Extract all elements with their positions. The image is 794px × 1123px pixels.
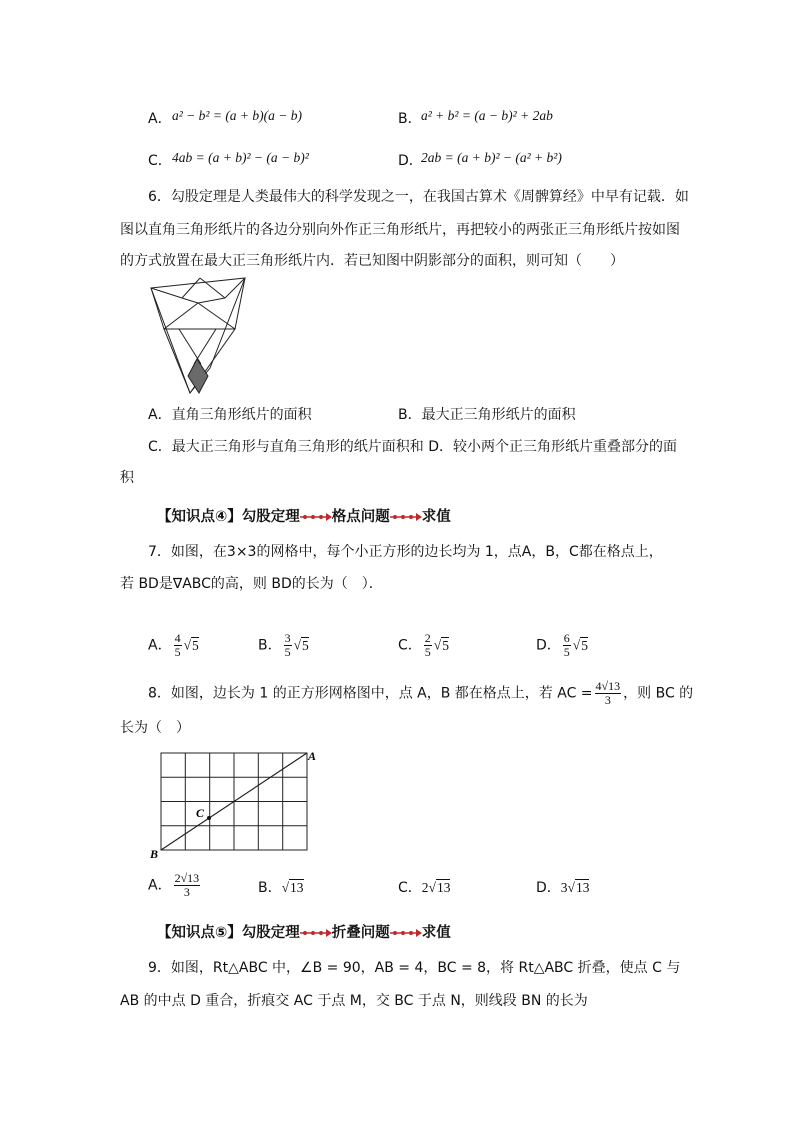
q9-stem-line2: AB 的中点 D 重合，折痕交 AC 于点 M，交 BC 于点 N，则线段 BN 的长为 [120, 993, 588, 1009]
q5-option-d-label: D． [398, 153, 423, 169]
q5-option-c-label: C． [148, 153, 172, 169]
q8-stem-line2: 长为（ ） [120, 720, 190, 736]
q6-option-d-line2: 积 [120, 470, 134, 486]
q5-option-b-formula: a² + b² = (a − b)² + 2ab [421, 108, 553, 123]
section-5-end: 求值 [421, 925, 451, 941]
q6-stem-line2: 图以直角三角形纸片的各边分别向外作正三角形纸片，再把较小的两张正三角形纸片按如图 [120, 222, 680, 238]
q9-stem-line1: 9．如图，Rt△ABC 中，∠B = 90，AB = 4，BC = 8，将 Rt△ABC 折叠，使点 C 与 [148, 960, 681, 976]
section-4-end: 求值 [421, 509, 451, 525]
q6-stem-line1: 6．勾股定理是人类最伟大的科学发现之一，在我国古算术《周髀算经》中早有记载．如 [148, 189, 689, 205]
q6-triangle-figure [146, 276, 250, 398]
red-arrow-icon [300, 928, 332, 938]
q8-option-b: B．√13 [258, 880, 304, 896]
section-5-heading [157, 921, 451, 942]
red-arrow-icon [300, 512, 332, 522]
q8-stem-line1: 8．如图，边长为 1 的正方形网格图中，点 A，B 都在格点上，若 AC = $\frac{4√13}{3}$ ，则 BC 的 [148, 679, 694, 707]
q5-option-c-formula: 4ab = (a + b)² − (a − b)² [172, 150, 309, 165]
q5-option-a-label: A． [148, 111, 172, 127]
q8-option-d: D．3√13 [536, 880, 590, 896]
q5-option-a-formula: a² − b² = (a + b)(a − b) [172, 108, 303, 123]
q8-option-a: A． $\frac{2√13}{3}$ [148, 871, 200, 899]
q8-option-c: C．2√13 [398, 880, 451, 896]
red-arrow-icon [390, 512, 422, 522]
q7-option-a: A． $\frac{4}{5}$ √5 [148, 631, 199, 659]
section-4-topic: 格点问题 [331, 509, 390, 525]
point-c-dot [207, 816, 211, 820]
point-a-label: A [308, 749, 317, 763]
q6-stem-line3: 的方式放置在最大正三角形纸片内．若已知图中阴影部分的面积，则可知（ ） [120, 253, 624, 269]
q6-option-c-d-line1: C．最大正三角形与直角三角形的纸片面积和 D．较小两个正三角形纸片重叠部分的面 [148, 439, 678, 455]
q6-option-a: A．直角三角形纸片的面积 [148, 407, 312, 423]
q7-option-c: C． $\frac{2}{5}$ √5 [398, 631, 449, 659]
red-arrow-icon [390, 928, 422, 938]
q5-option-b-label: B． [398, 111, 422, 127]
q7-option-b: B． $\frac{3}{5}$ √5 [258, 631, 309, 659]
q7-stem-line2: 若 BD是∇ABC的高，则 BD的长为（ ）． [120, 576, 383, 592]
section-5-prefix: 【知识点⑤】勾股定理 [157, 925, 300, 941]
q8-grid-figure [148, 745, 328, 860]
point-b-label: B [150, 847, 159, 860]
q6-shaded-region [188, 359, 208, 393]
section-4-prefix: 【知识点④】勾股定理 [157, 509, 300, 525]
point-c-label: C [196, 806, 205, 820]
section-4-heading [157, 505, 451, 526]
q6-option-b: B．最大正三角形纸片的面积 [398, 407, 576, 423]
q7-stem-line1: 7．如图，在3×3的网格中，每个小正方形的边长均为 1，点A，B，C都在格点上， [148, 544, 663, 560]
q5-option-d-formula: 2ab = (a + b)² − (a² + b²) [421, 150, 562, 165]
section-5-topic: 折叠问题 [331, 925, 390, 941]
q7-option-d: D． $\frac{6}{5}$ √5 [536, 631, 588, 659]
